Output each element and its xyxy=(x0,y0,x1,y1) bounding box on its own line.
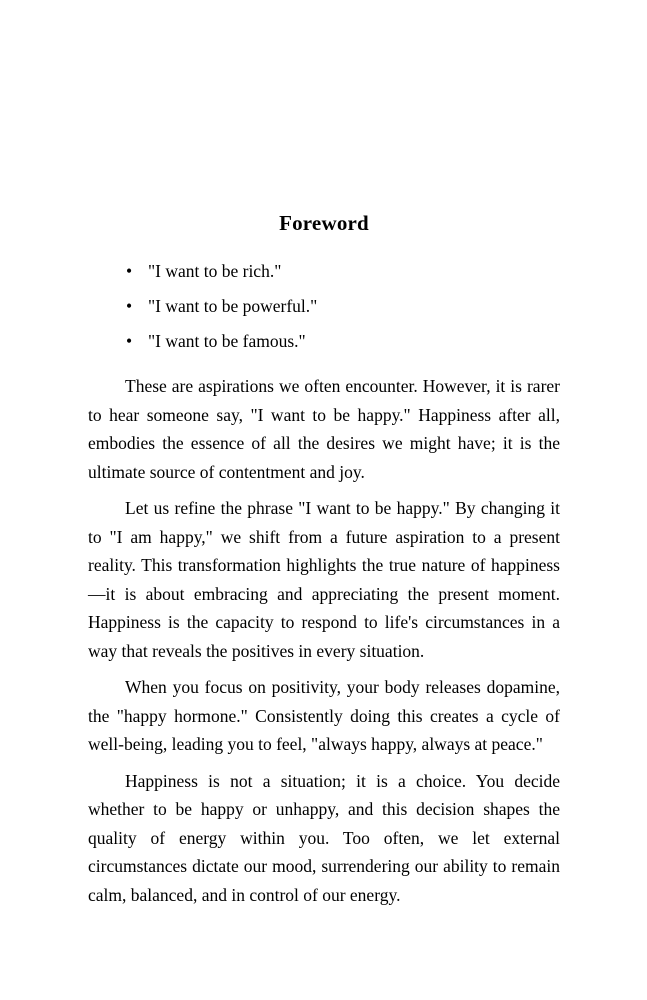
page-title: Foreword xyxy=(279,211,369,235)
body-paragraph: Happiness is not a situation; it is a choice. You decide whether to be happy or unhappy, and this decision shapes the quality of energy within you. Too often, we let external circumstances dictate our mood, surrendering our ability to remain calm, balanced, and in control of our energy. xyxy=(88,770,560,905)
body-text xyxy=(88,359,560,909)
bullet-icon: • xyxy=(126,331,133,352)
body-paragraph: When you focus on positivity, your body releases dopamine, the "happy hormone." Consistently doing this creates a cycle of well-being, leading you to feel, "always happy, always at peace." xyxy=(88,677,560,755)
page-content-column xyxy=(88,0,560,909)
bullet-icon: • xyxy=(126,296,133,317)
body-paragraph: Let us refine the phrase "I want to be happy." By changing it to "I am happy," we shift from a future aspiration to a present reality. This transformation highlights the true nature of happiness—it is about embracing and appreciating the present moment. Happiness is the capacity to respond to life's circumstances in a way that reveals the positives in every situation. xyxy=(88,498,560,661)
bullet-icon: • xyxy=(126,261,133,282)
aspiration-list xyxy=(88,236,560,359)
body-paragraph: These are aspirations we often encounter. However, it is rarer to hear someone say, "I want to be happy." Happiness after all, embodies the essence of all the desires we might have; it is the ultimate source of contentment and joy. xyxy=(88,376,560,482)
list-item xyxy=(88,324,560,359)
list-item-label: "I want to be famous." xyxy=(148,331,306,352)
list-item xyxy=(88,254,560,289)
list-item-label: "I want to be powerful." xyxy=(148,296,318,317)
list-item xyxy=(88,289,560,324)
list-item-label: "I want to be rich." xyxy=(148,261,282,282)
